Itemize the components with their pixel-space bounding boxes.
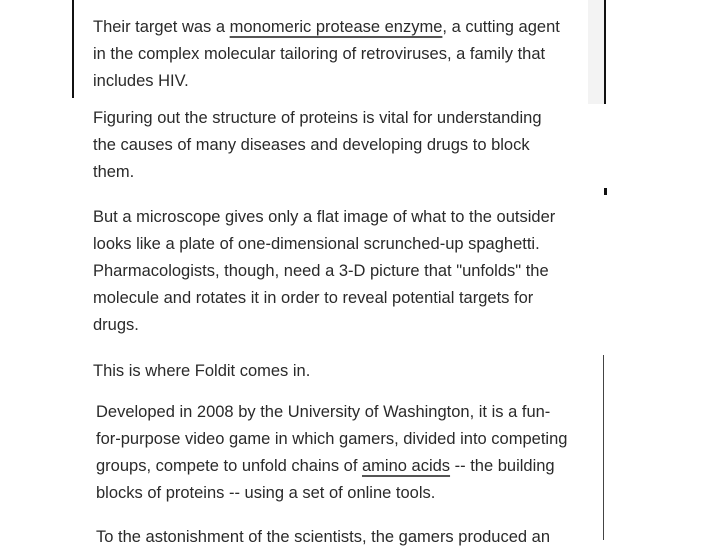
text-line: blocks of proteins -- using a set of online tools. [96, 484, 436, 502]
paragraph-protein-structure [93, 105, 542, 186]
text-span: Their target was a [93, 18, 230, 36]
left-page-edge [72, 0, 74, 98]
text-line: This is where Foldit comes in. [93, 362, 311, 380]
paragraph-foldit [93, 358, 310, 385]
text-span: groups, compete to unfold chains of [96, 457, 362, 475]
text-line: the causes of many diseases and developing drugs to block [93, 136, 530, 154]
amino-acids-link[interactable]: amino acids [362, 457, 451, 475]
text-line [93, 14, 560, 41]
right-page-edge-lower [603, 355, 604, 540]
text-line: molecule and rotates it in order to reveal potential targets for [93, 289, 534, 307]
text-line: in the complex molecular tailoring of retroviruses, a family that [93, 45, 546, 63]
paragraph-microscope [93, 204, 555, 339]
text-span: -- the building [450, 457, 555, 475]
text-line [96, 453, 567, 480]
text-line: them. [93, 163, 135, 181]
text-line: drugs. [93, 316, 139, 334]
text-line: for-purpose video game in which gamers, divided into competing [96, 430, 568, 448]
paragraph-developed-2008 [96, 399, 567, 507]
text-line: looks like a plate of one-dimensional scrunched-up spaghetti. [93, 235, 540, 253]
paragraph-target-enzyme [93, 14, 560, 95]
text-span: , a cutting agent [442, 18, 560, 36]
text-line: Pharmacologists, though, need a 3-D picture that "unfolds" the [93, 262, 549, 280]
text-line: Developed in 2008 by the University of Washington, it is a fun- [96, 403, 551, 421]
page-shadow [588, 0, 604, 104]
right-edge-mark [604, 188, 607, 195]
text-line: To the astonishment of the scientists, the gamers produced an [96, 528, 551, 546]
text-line: But a microscope gives only a flat image of what to the outsider [93, 208, 556, 226]
monomeric-protease-enzyme-link[interactable]: monomeric protease enzyme [229, 18, 443, 36]
right-page-edge [604, 0, 606, 104]
text-line: Figuring out the structure of proteins is vital for understanding [93, 109, 542, 127]
text-line: includes HIV. [93, 72, 189, 90]
paragraph-astonishment [96, 524, 550, 551]
